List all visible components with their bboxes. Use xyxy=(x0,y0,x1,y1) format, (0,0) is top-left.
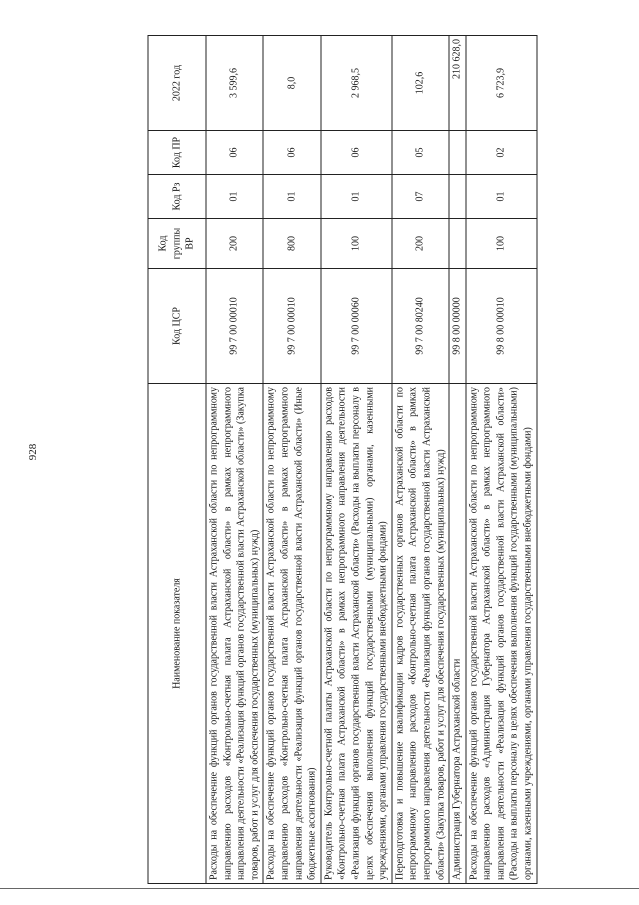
row-rz xyxy=(449,175,466,219)
row-vr: 800 xyxy=(263,219,320,269)
row-vr: 200 xyxy=(206,219,263,269)
row-vr: 200 xyxy=(392,219,449,269)
row-pr: 02 xyxy=(466,131,537,175)
row-amount: 6 723,9 xyxy=(466,36,537,131)
row-csr: 99 8 00 00000 xyxy=(449,269,466,384)
row-rz: 01 xyxy=(321,175,392,219)
row-name: Расходы на обеспечение функций органов государственной власти Астраханской области по непрограммному направлению расходов «Контрольно-счетная палата Астраханской области» в рамках непрограммного направления деятельности «Реализация функций органов государственной власти Астраханской области» (Иные бюджетные ассигнования) xyxy=(263,384,320,884)
row-csr: 99 7 00 00010 xyxy=(263,269,320,384)
row-name: Расходы на обеспечение функций органов государственной власти Астраханской области по непрограммному направлению расходов «Администрация Губернатора Астраханской области» в рамках непрограммного направления деятельности «Реализация функций органов государственной власти Астраханской области» (Расходы на выплаты персоналу в целях обеспечения выполнения функций государственными (муниципальными) органами, казенными учреждениями, органами управления государственными внебюджетными фондами) xyxy=(466,384,537,884)
row-rz: 01 xyxy=(466,175,537,219)
bottom-divider xyxy=(0,888,639,889)
row-pr xyxy=(449,131,466,175)
row-rz: 01 xyxy=(263,175,320,219)
row-name: Расходы на обеспечение функций органов государственной власти Астраханской области по непрограммному направлению расходов «Контрольно-счетная палата Астраханской области» в рамках непрограммного направления деятельности «Реализация функций органов государственной власти Астраханской области» (Закупка товаров, работ и услуг для обеспечения государственных (муниципальных) нужд) xyxy=(206,384,263,884)
row-amount: 102,6 xyxy=(392,36,449,131)
row-amount: 8,0 xyxy=(263,36,320,131)
row-vr: 100 xyxy=(466,219,537,269)
row-csr: 99 7 00 80240 xyxy=(392,269,449,384)
header-pr: Код ПР xyxy=(148,131,206,175)
table-header-row xyxy=(148,36,206,884)
row-amount: 2 968,5 xyxy=(321,36,392,131)
row-pr: 06 xyxy=(321,131,392,175)
row-pr: 05 xyxy=(392,131,449,175)
row-csr: 99 7 00 00060 xyxy=(321,269,392,384)
header-csr: Код ЦСР xyxy=(148,269,206,384)
row-pr: 06 xyxy=(206,131,263,175)
header-amount: 2022 год xyxy=(148,36,206,131)
row-name: Переподготовка и повышение квалификации кадров государственных органов Астраханской области по непрограммному направлению расходов «Контрольно-счетная палата Астраханской области» в рамках непрограммного направления деятельности «Реализация функций органов государственной власти Астраханской области» (Закупка товаров, работ и услуг для обеспечения государственных (муниципальных) нужд) xyxy=(392,384,449,884)
row-vr xyxy=(449,219,466,269)
budget-table xyxy=(148,35,538,884)
table-row xyxy=(321,36,392,884)
row-rz: 07 xyxy=(392,175,449,219)
table-row xyxy=(449,36,466,884)
table-row xyxy=(392,36,449,884)
row-vr: 100 xyxy=(321,219,392,269)
header-rz: Код Рз xyxy=(148,175,206,219)
header-name: Наименование показателя xyxy=(148,384,206,884)
row-rz: 01 xyxy=(206,175,263,219)
header-vr: Код группы ВР xyxy=(148,219,206,269)
row-amount: 210 628,0 xyxy=(449,36,466,131)
page-number: 928 xyxy=(27,443,39,461)
row-amount: 3 599,6 xyxy=(206,36,263,131)
budget-table-container xyxy=(148,36,534,884)
row-csr: 99 8 00 00010 xyxy=(466,269,537,384)
table-row xyxy=(466,36,537,884)
row-name: Руководитель Контрольно-счетной палаты Астраханской области по непрограммному направлению расходов «Контрольно-счетная палата Астраханской области» в рамках непрограммного направления деятельности «Реализация функций органов государственной власти Астраханской области» (Расходы на выплаты персоналу в целях обеспечения выполнения функций государственными (муниципальными) органами, казенными учреждениями, органами управления государственными внебюджетными фондами) xyxy=(321,384,392,884)
table-row xyxy=(206,36,263,884)
row-csr: 99 7 00 00010 xyxy=(206,269,263,384)
table-row xyxy=(263,36,320,884)
row-name: Администрация Губернатора Астраханской области xyxy=(449,384,466,884)
row-pr: 06 xyxy=(263,131,320,175)
